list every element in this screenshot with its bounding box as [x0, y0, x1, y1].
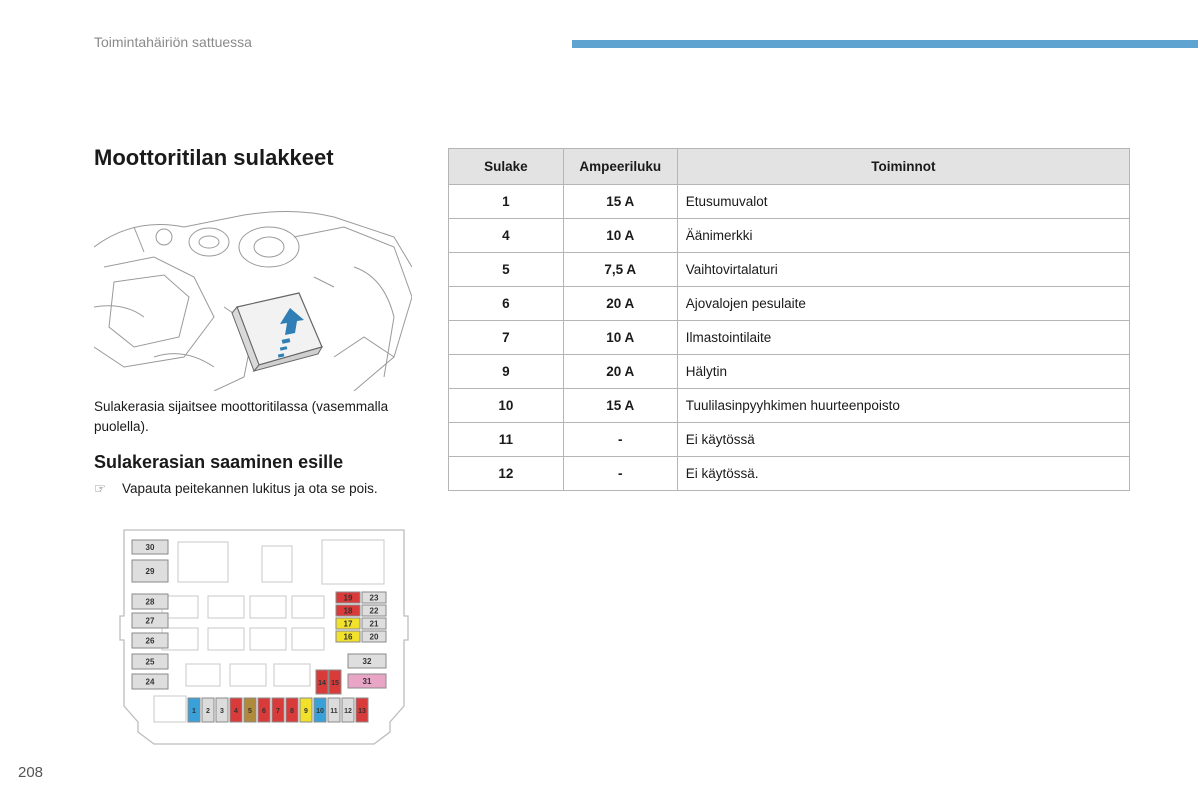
amperage-cell: -: [563, 423, 677, 457]
fuse-number-label: 15: [331, 680, 339, 687]
fuse-number-label: 32: [362, 657, 372, 666]
amperage-cell: 10 A: [563, 219, 677, 253]
fuse-10: [314, 698, 326, 722]
function-cell: Ilmastointilaite: [677, 321, 1129, 355]
fuse-number-label: 14: [318, 680, 326, 687]
column-header-fuse: Sulake: [449, 149, 564, 185]
fuse-22: [362, 605, 386, 616]
fuse-number-label: 21: [369, 619, 379, 629]
amperage-cell: 15 A: [563, 389, 677, 423]
chapter-header: Toimintahäiriön sattuessa: [94, 34, 252, 50]
table-row: [449, 389, 1130, 423]
fuse-17: [336, 618, 360, 629]
fuse-23: [362, 592, 386, 603]
fuse-18: [336, 605, 360, 616]
fuse-8: [286, 698, 298, 722]
fuse-number-label: 23: [369, 593, 379, 603]
table-row: [449, 457, 1130, 491]
amperage-cell: 20 A: [563, 355, 677, 389]
fuse-number-cell: 9: [449, 355, 564, 389]
instruction-step: [94, 481, 378, 497]
fuse-6: [258, 698, 270, 722]
fuse-number-cell: 6: [449, 287, 564, 321]
function-cell: Etusumuvalot: [677, 185, 1129, 219]
page-number: 208: [18, 764, 44, 781]
page-title: Moottoritilan sulakkeet: [94, 145, 334, 170]
fuse-number-label: 26: [145, 636, 155, 646]
fuse-box-diagram: [118, 528, 410, 750]
fuse-number-label: 6: [262, 708, 266, 715]
amperage-cell: 7,5 A: [563, 253, 677, 287]
fuse-number-label: 2: [206, 708, 210, 715]
fuse-number-label: 17: [343, 619, 353, 629]
table-header-row: [449, 149, 1130, 185]
fuse-15: [329, 670, 341, 694]
pointing-hand-icon: ☞: [94, 481, 107, 496]
amperage-cell: -: [563, 457, 677, 491]
fuse-number-cell: 10: [449, 389, 564, 423]
fuse-4: [230, 698, 242, 722]
engine-bay-illustration: [94, 207, 412, 391]
table-row: [449, 253, 1130, 287]
fuse-number-label: 29: [145, 567, 155, 576]
fuse-2: [202, 698, 214, 722]
fuse-31: [348, 674, 386, 688]
fuse-24: [132, 674, 168, 689]
fuse-29: [132, 560, 168, 582]
amperage-cell: 20 A: [563, 287, 677, 321]
fuse-number-label: 8: [290, 708, 294, 715]
fuse-27: [132, 613, 168, 628]
fuse-19: [336, 592, 360, 603]
fuse-20: [362, 631, 386, 642]
column-header-amperage: Ampeeriluku: [563, 149, 677, 185]
fuse-14: [316, 670, 328, 694]
table-row: [449, 321, 1130, 355]
fuse-9: [300, 698, 312, 722]
fuse-number-label: 12: [344, 708, 352, 715]
fuse-number-label: 13: [358, 708, 366, 715]
fuse-number-label: 27: [145, 616, 155, 626]
fuse-30: [132, 540, 168, 554]
function-cell: Äänimerkki: [677, 219, 1129, 253]
subsection-title: Sulakerasian saaminen esille: [94, 452, 344, 472]
fuse-number-label: 7: [276, 708, 280, 715]
function-cell: Hälytin: [677, 355, 1129, 389]
fuse-number-cell: 4: [449, 219, 564, 253]
fuse-number-label: 4: [234, 708, 238, 715]
table-row: [449, 355, 1130, 389]
amperage-cell: 10 A: [563, 321, 677, 355]
location-caption: Sulakerasia sijaitsee moottoritilassa (vasemmalla puolella).: [94, 399, 389, 434]
fuse-1: [188, 698, 200, 722]
fuse-table: [448, 148, 1130, 491]
function-cell: Ei käytössä: [677, 423, 1129, 457]
fuse-number-cell: 5: [449, 253, 564, 287]
fuse-12: [342, 698, 354, 722]
instruction-text: Vapauta peitekannen lukitus ja ota se pois.: [122, 481, 378, 496]
fuse-number-label: 1: [192, 708, 196, 715]
fuse-number-label: 28: [145, 597, 155, 607]
fuse-number-label: 16: [343, 632, 353, 642]
function-cell: Ajovalojen pesulaite: [677, 287, 1129, 321]
function-cell: Tuulilasinpyyhkimen huurteenpoisto: [677, 389, 1129, 423]
table-row: [449, 287, 1130, 321]
fuse-32: [348, 654, 386, 668]
fuse-number-label: 18: [343, 606, 353, 616]
column-header-functions: Toiminnot: [677, 149, 1129, 185]
fuse-number-cell: 12: [449, 457, 564, 491]
fuse-25: [132, 654, 168, 669]
fuse-number-label: 5: [248, 708, 252, 715]
fuse-number-label: 10: [316, 708, 324, 715]
fuse-3: [216, 698, 228, 722]
fuse-5: [244, 698, 256, 722]
fuse-number-label: 3: [220, 708, 224, 715]
fuse-number-label: 25: [145, 657, 155, 667]
fuse-number-label: 30: [145, 543, 155, 552]
fuse-number-label: 22: [369, 606, 379, 616]
fuse-16: [336, 631, 360, 642]
fuse-28: [132, 594, 168, 609]
fuse-number-label: 9: [304, 708, 308, 715]
fuse-number-label: 11: [330, 708, 338, 715]
fuse-26: [132, 633, 168, 648]
fuse-7: [272, 698, 284, 722]
fuse-21: [362, 618, 386, 629]
function-cell: Vaihtovirtalaturi: [677, 253, 1129, 287]
fuse-11: [328, 698, 340, 722]
fuse-13: [356, 698, 368, 722]
table-row: [449, 219, 1130, 253]
fuse-number-label: 31: [362, 677, 372, 686]
header-accent-bar: [572, 40, 1198, 48]
fuse-number-cell: 1: [449, 185, 564, 219]
amperage-cell: 15 A: [563, 185, 677, 219]
table-row: [449, 423, 1130, 457]
fuse-number-cell: 11: [449, 423, 564, 457]
fuse-number-label: 19: [343, 593, 353, 603]
fuse-number-label: 24: [145, 677, 155, 687]
function-cell: Ei käytössä.: [677, 457, 1129, 491]
fuse-number-label: 20: [369, 632, 379, 642]
fuse-number-cell: 7: [449, 321, 564, 355]
table-row: [449, 185, 1130, 219]
